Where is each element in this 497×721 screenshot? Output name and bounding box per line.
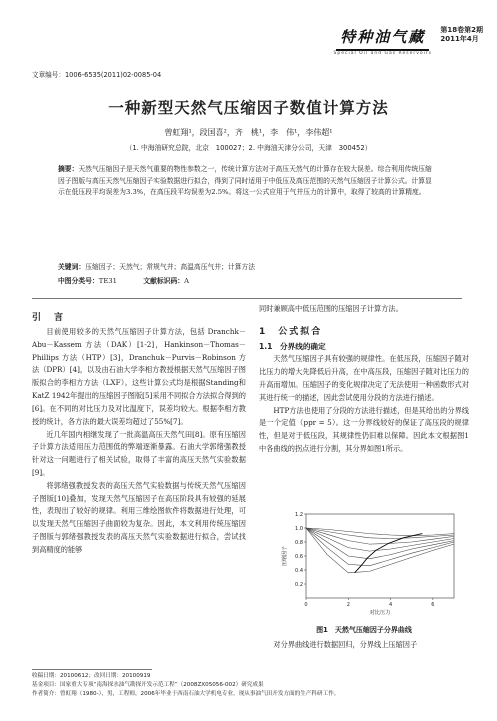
doc-code-label: 文献标识码： [143,277,185,285]
keywords-label: 关键词： [58,263,86,271]
intro-paragraph-2: 近几年国内相继发现了一批高温高压天然气田[8]。原有压缩因子计算方法适用压力范围低的弊端逐渐暴露。石油大学郭绪强教授针对这一问题进行了相关试验，取得了丰富的高压天然气实验数据[9]。 [32,429,246,477]
section-heading-1: 1 公式拟合 [259,326,323,337]
footnotes [32,672,462,699]
figure-1-chart [276,510,461,624]
y-axis-label: 压缩因子 [282,545,288,567]
section-heading-intro: 引 言 [32,313,66,323]
keywords-text: 压缩因子；天然气；常规气井；高温高压气井；计算方法 [85,263,256,271]
abstract [58,164,438,199]
intro-paragraph-3: 将郭绪强教授发表的高压天然气实验数据与传统天然气压缩因子图版[10]叠加，发现天然气压缩因子在高压阶段具有较强的延展性，表现出了较好的规律。利用三维绘图软件将数据进行处理，可以发现天然气压缩因子曲面较为复杂。因此，本文利用传统压缩因子图版与郭绪强教授发表的高压天然气实验数据进行拟合，尝试找到高精度的能够 [32,480,246,554]
left-column [32,310,246,557]
keywords [58,262,438,273]
plot-frame [306,514,454,598]
journal-masthead [334,26,483,58]
x-tick-label: 0 [304,602,308,608]
x-tick-label: 4 [388,602,393,608]
journal-logo: 特种油气藏 [336,26,429,51]
x-tick-label: 6 [431,602,435,608]
series-line [306,528,454,566]
classification [58,276,438,287]
issue-date: 2011年4月 [440,35,479,44]
footnote-divider [32,669,152,670]
issue-info [440,26,483,44]
x-axis-label: 对比压力 [369,610,391,616]
x-tick-label: 2 [346,602,350,608]
abstract-text: 天然气压缩因子是天然气重要的物性参数之一，传统计算方法对于高压天然气的计算存在较大误差。综合利用传统压缩因子图版与高压天然气压缩因子实验数据进行拟合，得到了同时适用于中低压及高压范围的天然气压缩因子计算公式。计算显示在低压段平均误差为3.3%，在高压段平均误差为2.5%。将这一公式应用于气井压力的计算中，取得了较高的计算精度。 [58,165,432,197]
intro-paragraph-1: 目前使用较多的天然气压缩因子计算方法，包括 Dranchk－Abu－Kassem 方法（DAK）[1-2]，Hankinson－Thomas－Phillips 方法（HTP）[3]，Dranchuk－Purvis－Robinson 方法（DPR）[4]，以及由石油大学李相方教授根据天然气压缩因子图版拟合的李相方方法（LXF）。这些计算公式均是根据Standing和KatZ 1942年提出的压缩因子图版[5]采用不同拟合方法拟合得到的[6]。在不同的对比压力及对比温度下，误差均较大。根据李相方教授的统计，各方法的最大误差均超过了55%[7]。 [32,327,246,426]
class-value: TE31 [98,277,117,285]
footnote-fund: 基金项目：国家重大专项“南海探水油气勘探开发示范工程”（2008ZX05056-002）研究成果 [32,681,264,688]
author-affiliation: （1. 中海油研究总院，北京 100027；2. 中海油天津分公司，天津 300452） [125,144,372,152]
figure-1-following-text: 对分界曲线进行数据回归，分界线上压缩因子 [273,640,418,649]
right-paragraph-0: 同时兼顾高中低压范围的压缩因子计算方法。 [259,304,403,313]
subsection-heading-1-1: 1.1 分界线的确定 [259,341,326,351]
y-tick-label: 0.6 [295,554,303,560]
class-label: 中图分类号： [58,277,99,285]
footnote-received: 收稿日期：20100612；改回日期：20100919 [32,673,151,679]
footnote-author: 作者简介：曾虹翔（1980-），男，工程师，2006年毕业于西南石油大学机电专业，现从事油气田开发方面的生产科研工作。 [32,690,340,697]
figure-1-caption: 图1 天然气压缩因子分界曲线 [316,626,412,634]
abstract-label: 摘要： [58,165,79,173]
y-tick-label: 0.4 [295,568,303,574]
article-number: 文章编号：1006-6535(2011)02-0085-04 [32,71,162,79]
issue-volume: 第18卷第2期 [440,26,483,34]
series-line [306,528,454,544]
doc-code-value: A [184,277,189,285]
y-tick-label: 1.0 [295,526,303,532]
y-tick-label: 0.8 [295,540,303,546]
right-paragraph-2: HTP方法也使用了分段的方法进行描述，但是其给出的分界线是一个定值（ppr = 5）。这一分界线较好的保证了高压段的规律性，但是对于低压段，其规律性仍旧难以保障。因此本文根据图1中各曲线的拐点进行分割，其分界如图1所示。 [259,405,469,454]
journal-logo-subtitle: Special Oil and Gas Reservoirs [333,51,433,57]
y-tick-label: 1.2 [295,512,303,518]
paper-authors: 曾虹翔¹，段国喜²，齐 桃¹，李 伟¹，李伟超¹ [164,128,333,137]
series-line [306,528,454,559]
header-divider [32,298,462,299]
y-tick-label: 0.2 [295,582,303,588]
paper-title: 一种新型天然气压缩因子数值计算方法 [108,99,389,117]
right-paragraph-1: 天然气压缩因子具有较强的规律性。在低压段，压缩因子随对比压力的增大先降低后升高，在中高压段，压缩因子随对比压力的升高而增加。压缩因子的变化规律决定了无法使用一种函数形式对其进行统一的描述，因此尝试使用分段的方法进行描述。 [259,354,469,402]
right-column [259,303,469,456]
